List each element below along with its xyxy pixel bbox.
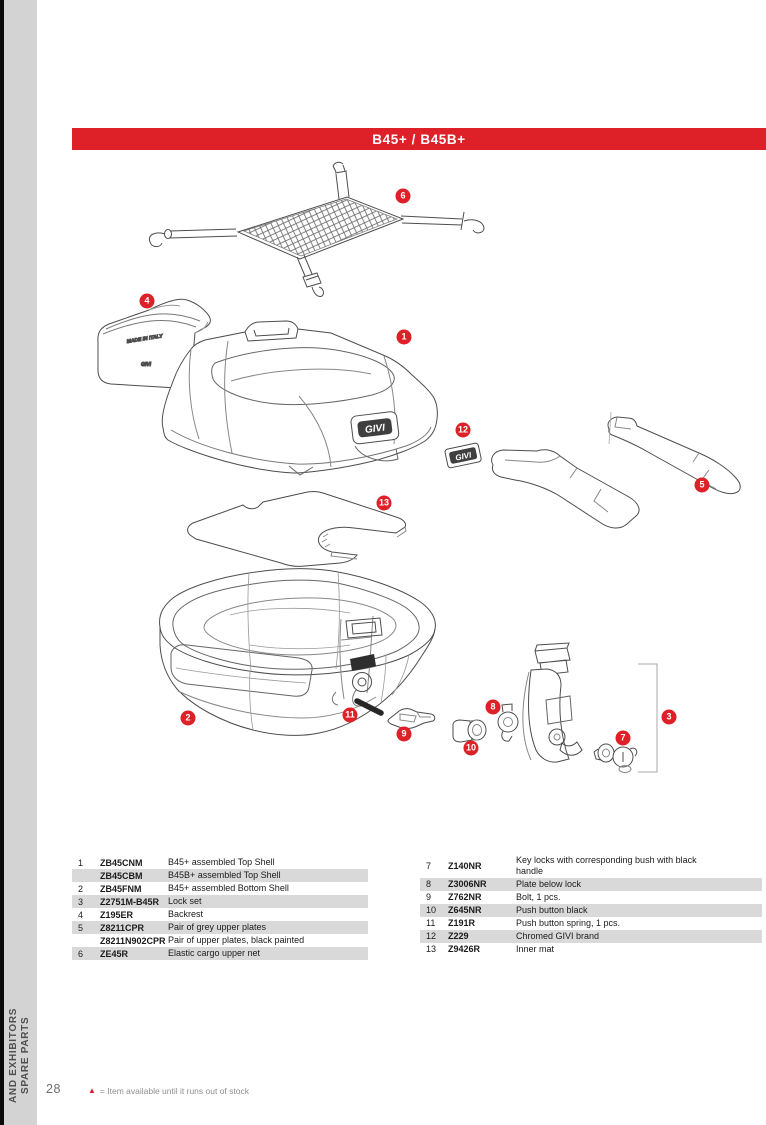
top-shell-drawing [162,321,437,475]
parts-row-3 [72,895,368,908]
part-code: ZB45CNM [100,857,143,868]
parts-table-left [72,856,368,960]
part-number: 7 [426,860,432,871]
part-number: 12 [426,931,437,942]
part-number: 2 [78,883,84,894]
parts-row-1 [72,856,368,869]
parts-row-13 [420,943,762,956]
part-description: B45+ assembled Bottom Shell [168,883,289,894]
part-description: Key locks with corresponding bush with black handle [516,855,697,876]
part-description: Push button black [516,904,588,915]
callout-2: 2 [181,711,196,726]
lock-set-group-bracket [638,664,657,772]
inner-mat-drawing [188,492,406,567]
part-code: Z229 [448,931,469,942]
parts-row-7 [420,854,762,878]
chrome-badge-text: GIVI [454,450,473,463]
part-number: 4 [78,909,84,920]
sidebar-section-label-line1: SPARE PARTS [20,1016,31,1094]
part-description: Pair of upper plates, black painted [168,935,305,946]
model-banner-title: B45+ / B45B+ [372,131,466,147]
stock-footnote-text: = Item available until it runs out of stock [99,1086,249,1096]
callout-11: 11 [343,708,358,723]
part-description: Pair of grey upper plates [168,922,267,933]
callout-8: 8 [486,700,501,715]
part-code: ZE45R [100,948,129,959]
part-description: Backrest [168,909,204,920]
parts-row-2 [72,882,368,895]
callout-4: 4 [140,294,155,309]
part-description: B45+ assembled Top Shell [168,857,275,868]
callout-6: 6 [396,189,411,204]
lock-parts-drawing [357,643,637,773]
callout-3: 3 [662,710,677,725]
callout-1: 1 [397,330,412,345]
part-code: Z3006NR [448,879,487,890]
parts-row-12 [420,930,762,943]
stock-triangle-icon: ▲ [88,1086,96,1095]
parts-row-9 [420,891,762,904]
part-number: 3 [78,896,84,907]
part-number: 10 [426,905,437,916]
part-code: Z191R [448,918,476,929]
callout-12: 12 [456,423,471,438]
parts-row-ZB45CBM [72,869,368,882]
part-code: Z645NR [448,905,482,916]
part-description: Elastic cargo upper net [168,948,261,959]
part-code: ZB45FNM [100,883,142,894]
parts-row-4 [72,908,368,921]
part-code: ZB45CBM [100,870,143,881]
sidebar-section-label-line2: AND EXHIBITORS [8,1007,19,1103]
upper-plates-drawing [492,412,741,528]
part-description: Plate below lock [516,878,582,889]
part-description: Chromed GIVI brand [516,930,600,941]
part-number: 13 [426,944,437,955]
callout-5: 5 [695,478,710,493]
part-code: Z140NR [448,860,482,871]
part-code: Z2751M-B45R [100,896,160,907]
part-code: Z762NR [448,892,482,903]
part-description: Inner mat [516,943,555,954]
backrest-made-in-italy-text: MADE IN ITALY [126,333,164,345]
part-description: Bolt, 1 pcs. [516,891,561,902]
givi-badge-drawing [445,443,482,469]
part-number: 6 [78,948,84,959]
part-number: 1 [78,857,84,868]
part-number: 8 [426,879,432,890]
part-number: 11 [426,918,436,929]
part-code: Z9426R [448,944,481,955]
callout-7: 7 [616,731,631,746]
stock-footnote [88,1086,249,1096]
part-number: 5 [78,922,84,933]
parts-row-10 [420,904,762,917]
part-description: Push button spring, 1 pcs. [516,917,621,928]
parts-table-right [420,854,762,956]
callout-9: 9 [397,727,412,742]
bottom-shell-drawing [160,569,436,736]
part-description: Lock set [168,896,202,907]
part-number: 9 [426,892,432,903]
part-description: B45B+ assembled Top Shell [168,870,281,881]
parts-row-8 [420,878,762,891]
part-code: Z8211N902CPR [100,935,166,946]
cargo-net-drawing [149,162,484,296]
callout-10: 10 [464,741,479,756]
part-code: Z8211CPR [100,922,145,933]
shell-givi-badge-text: GIVI [364,422,386,436]
page-number: 28 [46,1082,61,1096]
parts-row-6 [72,947,368,960]
callout-13: 13 [377,496,392,511]
parts-row-Z8211N902CPR [72,934,368,947]
backrest-brand-text: GIVI [141,362,152,368]
parts-row-5 [72,921,368,934]
parts-row-11 [420,917,762,930]
part-code: Z195ER [100,909,134,920]
